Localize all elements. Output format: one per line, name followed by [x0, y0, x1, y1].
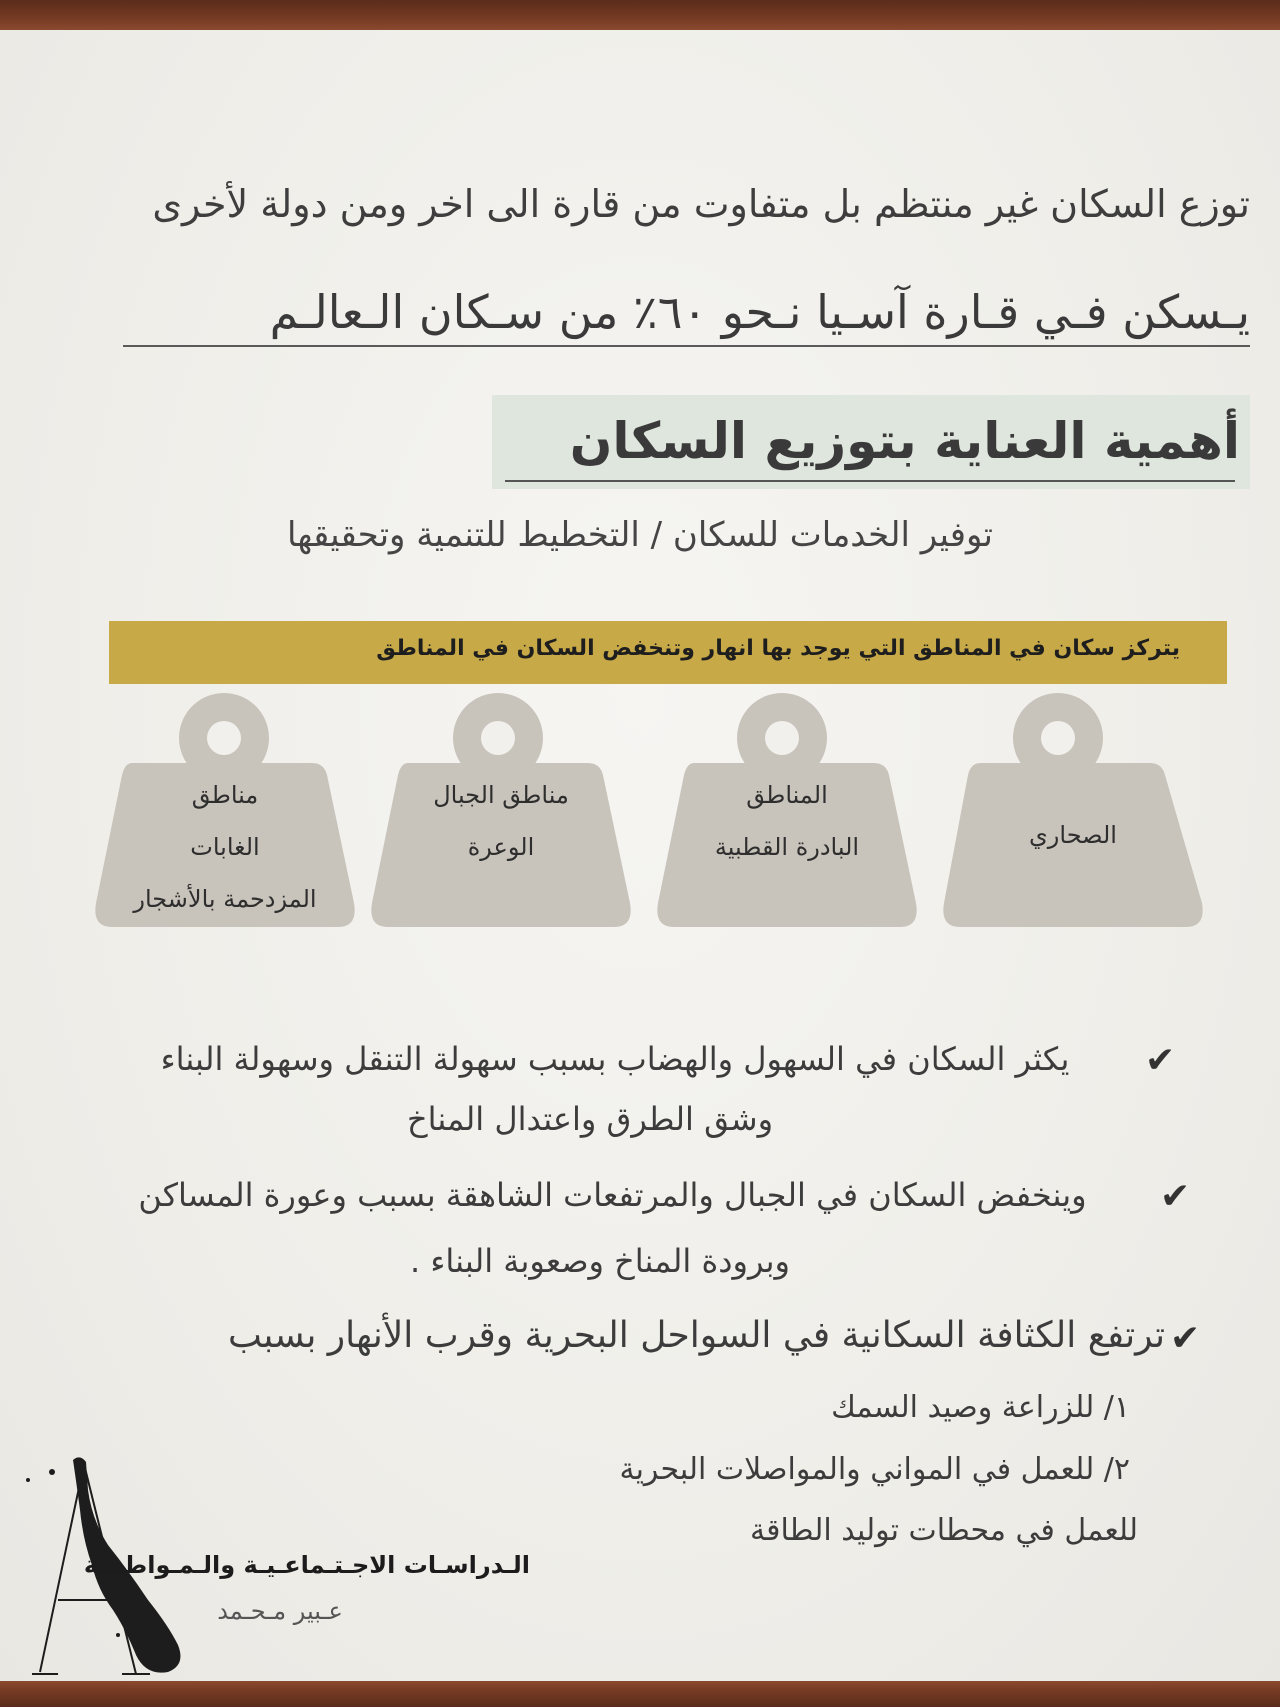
reason-energy: للعمل في محطات توليد الطاقة — [750, 1513, 1138, 1548]
top-frame-border — [0, 0, 1280, 30]
intro-underline — [123, 345, 1250, 347]
weight-label — [654, 769, 920, 873]
check-icon: ✔ — [1160, 1176, 1191, 1217]
reason-ports: ٢/ للعمل في المواني والمواصلات البحرية — [619, 1452, 1130, 1487]
logo-author-name: عـبير مـحـمد — [217, 1597, 343, 1625]
weight-label-line: المناطق — [746, 781, 828, 809]
bullet-plains-line1: يكثر السكان في السهول والهضاب بسبب سهولة التنقل وسهولة البناء — [160, 1040, 1070, 1078]
bullet-coasts-line1: ترتفع الكثافة السكانية في السواحل البحرية وقرب الأنهار بسبب — [227, 1315, 1165, 1356]
bullet-plains-line2: وشق الطرق واعتدال المناخ — [406, 1100, 774, 1138]
weight-label-line: الصحاري — [1029, 821, 1117, 849]
check-icon: ✔ — [1145, 1040, 1176, 1081]
intro-line-asia: يـسكن فـي قـارة آسـيا نـحو ٦٠٪ من سـكان الـعالـم — [269, 285, 1250, 339]
bullet-mountains-line1: وينخفض السكان في الجبال والمرتفعات الشاهقة بسبب وعورة المساكن — [138, 1176, 1087, 1214]
check-icon: ✔ — [1170, 1318, 1201, 1359]
weight-label-line: المزدحمة بالأشجار — [133, 885, 317, 913]
weight-label-line: البادرة القطبية — [714, 833, 860, 861]
section-heading: أهمية العناية بتوزيع السكان — [569, 412, 1240, 470]
banner-text: يتركز سكان في المناطق التي يوجد بها انهار وتنخفض السكان في المناطق — [376, 636, 1180, 661]
weight-label — [92, 769, 358, 925]
section-subline: توفير الخدمات للسكان / التخطيط للتنمية وتحقيقها — [286, 515, 994, 555]
weight-label — [368, 769, 634, 873]
weight-label-line: مناطق الجبال — [433, 781, 569, 809]
weight-polar-regions — [654, 693, 920, 927]
weight-label-line: الغابات — [190, 833, 260, 861]
weight-label-line: مناطق — [191, 781, 259, 809]
intro-line-distribution: توزع السكان غير منتظم بل متفاوت من قارة الى اخر ومن دولة لأخرى — [152, 182, 1250, 226]
reason-agriculture: ١/ للزراعة وصيد السمك — [831, 1390, 1130, 1425]
weight-deserts — [940, 693, 1206, 927]
weight-dense-forests — [92, 693, 358, 927]
weight-label — [940, 809, 1206, 861]
weight-rugged-mountains — [368, 693, 634, 927]
bottom-frame-border — [0, 1681, 1280, 1707]
weight-label-line: الوعرة — [467, 833, 535, 861]
bullet-mountains-line2: وبرودة المناخ وصعوبة البناء . — [410, 1242, 790, 1280]
logo-subject-title: الـدراسـات الاجـتـماعـيـة والـمـواطـنـة — [83, 1551, 530, 1579]
heading-underline — [505, 480, 1235, 482]
